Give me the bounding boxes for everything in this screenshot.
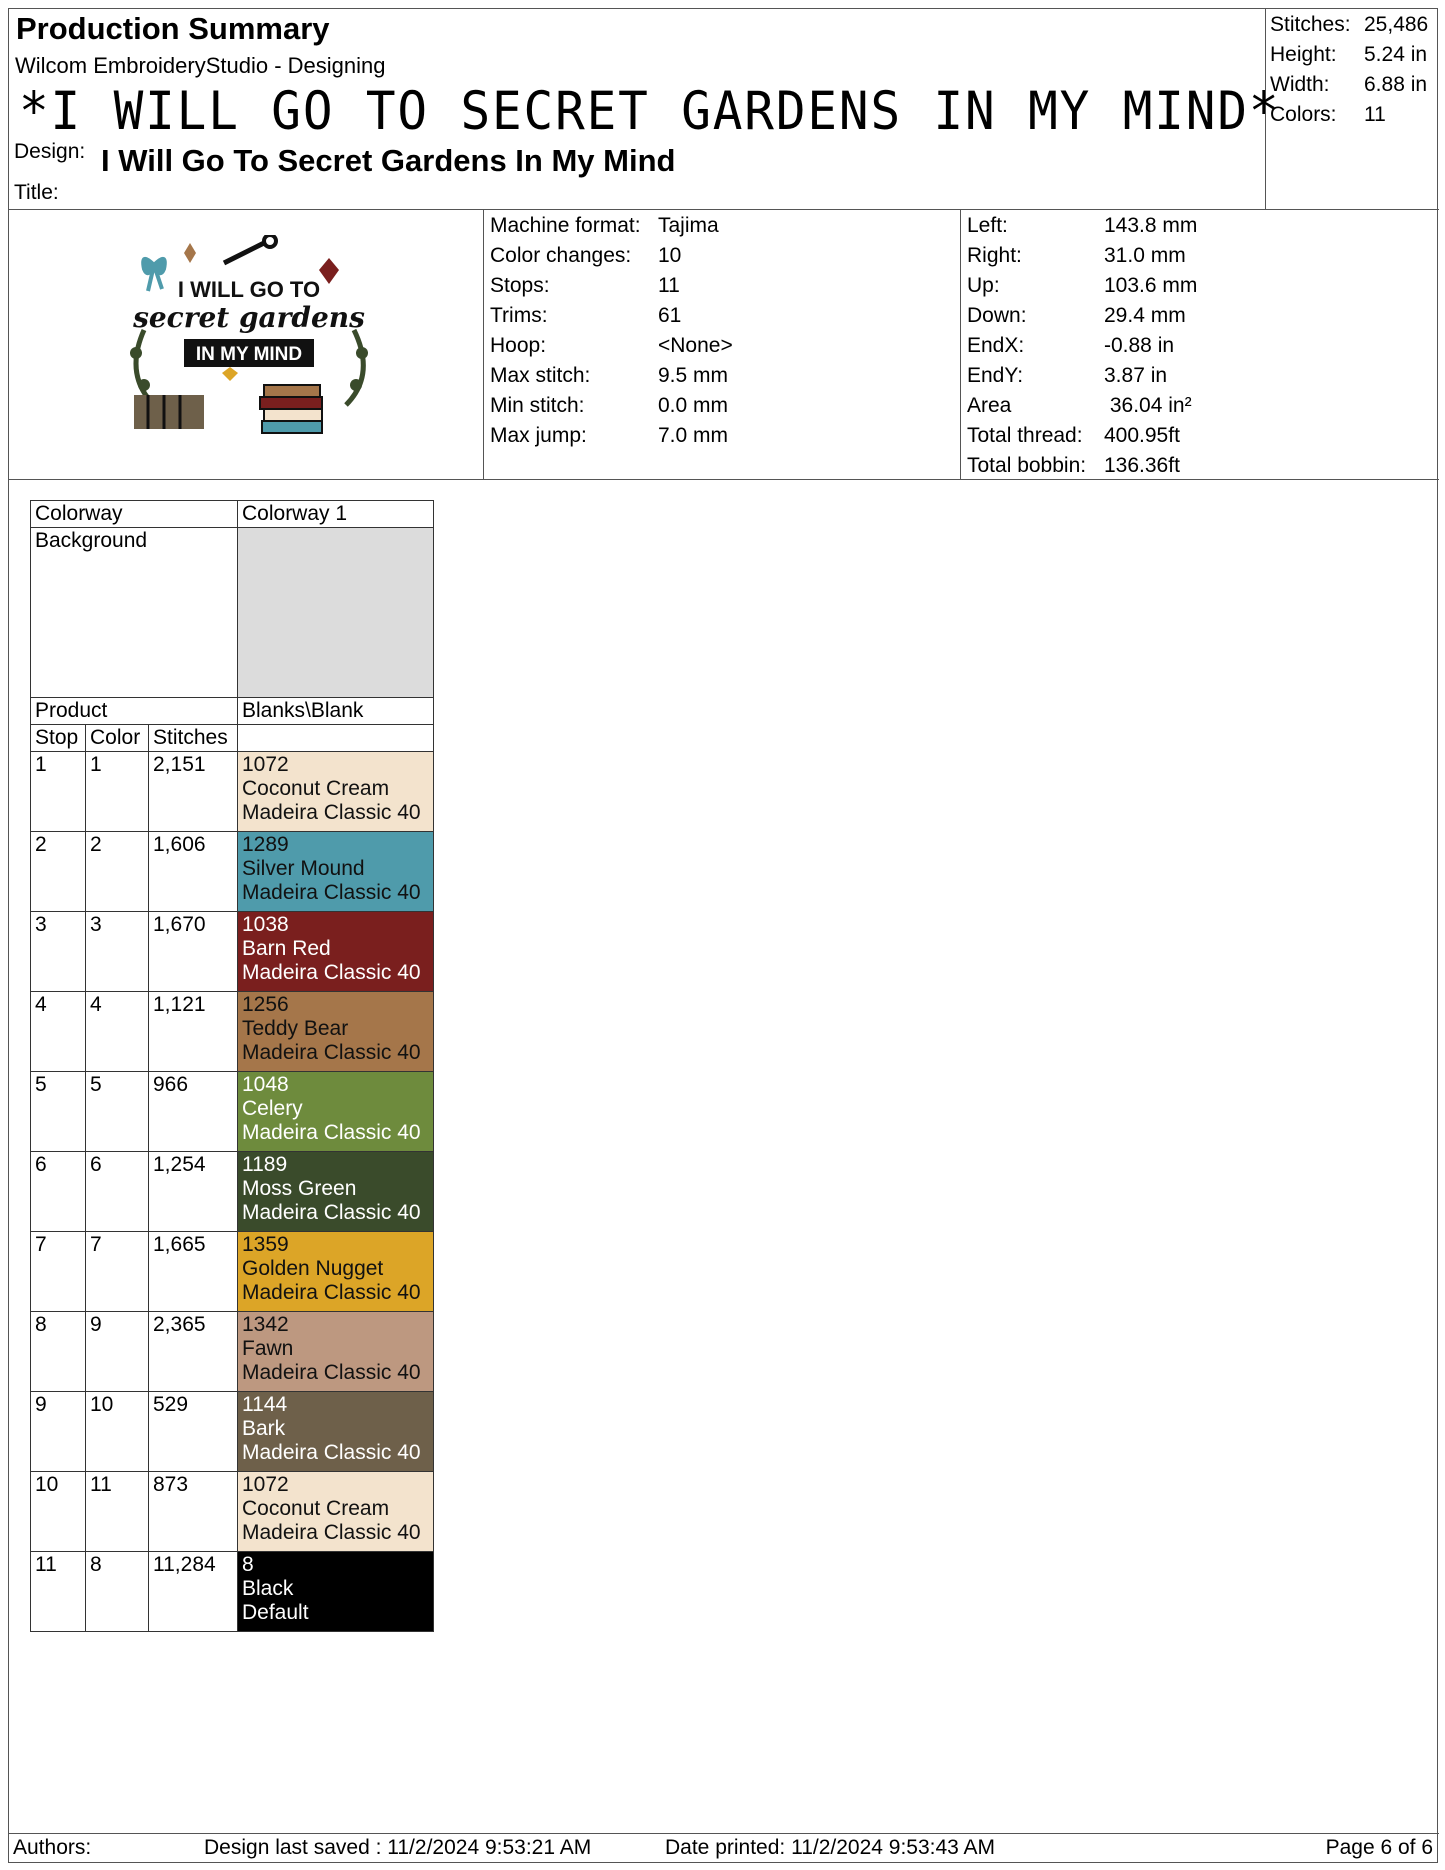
ribbon-bow-icon <box>143 259 165 291</box>
thread-swatch <box>238 1072 434 1152</box>
footer-date-printed: Date printed: 11/2/2024 9:53:43 AM <box>665 1836 996 1859</box>
footer-page-number: Page 6 of 6 <box>1325 1836 1433 1859</box>
thread-row <box>31 1552 434 1632</box>
thread-brand: Madeira Classic 40 <box>242 1281 421 1304</box>
thread-brand: Madeira Classic 40 <box>242 801 421 824</box>
leaf-icon <box>138 379 150 391</box>
product-row <box>31 698 434 725</box>
max-stitch: Max stitch: 9.5 mm <box>490 364 729 387</box>
stitch-count-cell: 1,665 <box>149 1232 238 1312</box>
machine-info <box>484 210 961 479</box>
thread-name: Golden Nugget <box>242 1257 384 1280</box>
min-stitch: Min stitch: 0.0 mm <box>490 394 729 417</box>
thread-brand: Madeira Classic 40 <box>242 1041 421 1064</box>
stitch-count-cell: 529 <box>149 1392 238 1472</box>
thread-row <box>31 752 434 832</box>
thread-row <box>31 1072 434 1152</box>
stitch-count-cell: 1,606 <box>149 832 238 912</box>
colorway-row <box>31 501 434 528</box>
thread-brand: Madeira Classic 40 <box>242 881 421 904</box>
thread-name: Fawn <box>242 1337 294 1360</box>
total-thread: Total thread: 400.95ft <box>967 424 1180 447</box>
design-banner: *I WILL GO TO SECRET GARDENS IN MY MIND* <box>19 81 1281 142</box>
thread-swatch <box>238 1152 434 1232</box>
stop-cell: 6 <box>31 1152 86 1232</box>
thread-swatch <box>238 1232 434 1312</box>
thread-code: 1342 <box>242 1313 289 1336</box>
stitch-count-cell: 2,365 <box>149 1312 238 1392</box>
thread-name: Teddy Bear <box>242 1017 349 1040</box>
colorway-table <box>30 500 434 1632</box>
background-label: Background <box>31 528 238 698</box>
color-number-cell: 11 <box>86 1472 149 1552</box>
stitch-count-cell: 966 <box>149 1072 238 1152</box>
autumn-leaf-icon <box>184 243 196 263</box>
total-bobbin: Total bobbin: 136.36ft <box>967 454 1180 477</box>
stop-cell: 2 <box>31 832 86 912</box>
header-section <box>9 9 1439 210</box>
thread-name: Silver Mound <box>242 857 365 880</box>
color-number-cell: 7 <box>86 1232 149 1312</box>
stitch-count-cell: 1,670 <box>149 912 238 992</box>
thread-brand: Madeira Classic 40 <box>242 1121 421 1144</box>
leaf-icon <box>356 347 368 359</box>
thread-row <box>31 832 434 912</box>
thread-code: 1048 <box>242 1073 289 1096</box>
color-number-cell: 4 <box>86 992 149 1072</box>
thread-code: 8 <box>242 1553 254 1576</box>
col-stitches-header: Stitches <box>149 725 238 752</box>
stop-cell: 4 <box>31 992 86 1072</box>
fence-icon <box>134 395 204 429</box>
pos-left: Left: 143.8 mm <box>967 214 1198 237</box>
thread-name: Coconut Cream <box>242 777 390 800</box>
gold-leaf-icon <box>222 367 238 381</box>
red-leaf-icon <box>319 258 339 284</box>
thread-name: Coconut Cream <box>242 1497 390 1520</box>
stitch-count-cell: 1,254 <box>149 1152 238 1232</box>
thread-code: 1256 <box>242 993 289 1016</box>
key-icon <box>224 235 276 263</box>
thread-code: 1072 <box>242 1473 289 1496</box>
product-label: Product <box>31 698 238 725</box>
thread-code: 1189 <box>242 1153 288 1176</box>
thread-row <box>31 912 434 992</box>
stop-cell: 3 <box>31 912 86 992</box>
summary-width: Width: 6.88 in <box>1270 73 1428 96</box>
column-header-row <box>31 725 434 752</box>
thread-swatch <box>238 992 434 1072</box>
thumb-line-3: IN MY MIND <box>195 344 303 365</box>
color-number-cell: 8 <box>86 1552 149 1632</box>
summary-height: Height: 5.24 in <box>1270 43 1428 66</box>
design-summary <box>1266 9 1439 209</box>
stitch-count-cell: 873 <box>149 1472 238 1552</box>
color-number-cell: 9 <box>86 1312 149 1392</box>
thread-row <box>31 1472 434 1552</box>
leaf-icon <box>350 379 362 391</box>
thread-name: Black <box>242 1577 294 1600</box>
design-thumbnail <box>114 235 384 445</box>
thread-name: Bark <box>242 1417 286 1440</box>
thread-code: 1144 <box>242 1393 288 1416</box>
thread-row <box>31 1312 434 1392</box>
color-number-cell: 2 <box>86 832 149 912</box>
footer-last-saved: Design last saved : 11/2/2024 9:53:21 AM <box>204 1836 592 1859</box>
pos-right: Right: 31.0 mm <box>967 244 1186 267</box>
thread-swatch <box>238 752 434 832</box>
thread-brand: Madeira Classic 40 <box>242 1361 421 1384</box>
thread-swatch <box>238 912 434 992</box>
report-subtitle: Wilcom EmbroideryStudio - Designing <box>15 53 386 78</box>
machine-format: Machine format: Tajima <box>490 214 719 237</box>
design-label: Design: <box>14 140 86 163</box>
stitch-count-cell: 1,121 <box>149 992 238 1072</box>
design-name: I Will Go To Secret Gardens In My Mind <box>101 143 676 178</box>
thread-name: Barn Red <box>242 937 331 960</box>
leaf-icon <box>130 347 142 359</box>
thread-name: Moss Green <box>242 1177 357 1200</box>
thread-row <box>31 1232 434 1312</box>
page-footer <box>9 1833 1439 1863</box>
wreath-left-branch <box>136 330 154 405</box>
color-number-cell: 10 <box>86 1392 149 1472</box>
thread-row <box>31 992 434 1072</box>
thread-code: 1289 <box>242 833 289 856</box>
position-info <box>961 210 1439 479</box>
summary-colors: Colors: 11 <box>1270 103 1386 126</box>
stop-cell: 11 <box>31 1552 86 1632</box>
colorway-label: Colorway <box>31 501 238 528</box>
stitch-count-cell: 2,151 <box>149 752 238 832</box>
max-jump: Max jump: 7.0 mm <box>490 424 729 447</box>
info-section <box>9 210 1439 480</box>
wreath-right-branch <box>346 330 363 405</box>
trims: Trims: 61 <box>490 304 682 327</box>
color-number-cell: 1 <box>86 752 149 832</box>
production-summary-sheet <box>8 8 1438 1863</box>
thread-row <box>31 1392 434 1472</box>
thread-swatch <box>238 1312 434 1392</box>
thread-brand: Madeira Classic 40 <box>242 961 421 984</box>
pos-up: Up: 103.6 mm <box>967 274 1198 297</box>
thumb-line-2: secret gardens <box>133 301 365 334</box>
product-value: Blanks\Blank <box>238 698 434 725</box>
summary-stitches: Stitches: 25,486 <box>1270 13 1429 36</box>
background-swatch <box>238 528 434 698</box>
col-color-header: Color <box>86 725 149 752</box>
design-preview-cell <box>9 210 484 479</box>
col-thread-header <box>238 725 434 752</box>
stop-cell: 10 <box>31 1472 86 1552</box>
color-changes: Color changes: 10 <box>490 244 682 267</box>
pos-endy: EndY: 3.87 in <box>967 364 1168 387</box>
report-title: Production Summary <box>16 11 330 46</box>
stops: Stops: 11 <box>490 274 680 297</box>
hoop: Hoop: <None> <box>490 334 733 357</box>
header-title-block <box>9 9 1281 209</box>
thread-swatch <box>238 1552 434 1632</box>
background-row <box>31 528 434 698</box>
thread-row <box>31 1152 434 1232</box>
thread-name: Celery <box>242 1097 303 1120</box>
stop-cell: 1 <box>31 752 86 832</box>
thread-brand: Default <box>242 1601 309 1624</box>
thread-brand: Madeira Classic 40 <box>242 1441 421 1464</box>
pos-area: Area 36.04 in² <box>967 394 1192 417</box>
stop-cell: 7 <box>31 1232 86 1312</box>
thread-code: 1359 <box>242 1233 289 1256</box>
color-number-cell: 6 <box>86 1152 149 1232</box>
col-stop-header: Stop <box>31 725 86 752</box>
thread-code: 1038 <box>242 913 289 936</box>
stitch-count-cell: 11,284 <box>149 1552 238 1632</box>
colorway-name: Colorway 1 <box>238 501 434 528</box>
thread-swatch <box>238 832 434 912</box>
stop-cell: 5 <box>31 1072 86 1152</box>
title-label: Title: <box>14 181 59 204</box>
pos-down: Down: 29.4 mm <box>967 304 1186 327</box>
thread-brand: Madeira Classic 40 <box>242 1521 421 1544</box>
pos-endx: EndX: -0.88 in <box>967 334 1175 357</box>
thumb-line-1: I WILL GO TO <box>177 277 321 302</box>
footer-authors: Authors: <box>13 1836 92 1859</box>
color-number-cell: 3 <box>86 912 149 992</box>
book-stack-icon <box>260 385 322 433</box>
stop-cell: 9 <box>31 1392 86 1472</box>
thread-brand: Madeira Classic 40 <box>242 1201 421 1224</box>
color-number-cell: 5 <box>86 1072 149 1152</box>
thread-code: 1072 <box>242 753 289 776</box>
thread-swatch <box>238 1392 434 1472</box>
stop-cell: 8 <box>31 1312 86 1392</box>
thread-swatch <box>238 1472 434 1552</box>
